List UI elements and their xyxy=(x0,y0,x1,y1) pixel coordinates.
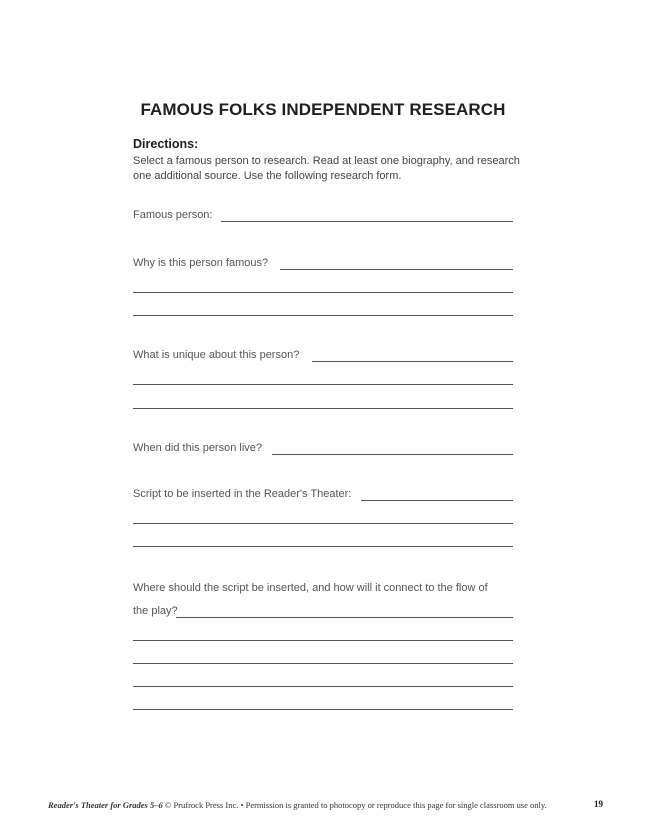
script-label: Script to be inserted in the Reader's Theater: xyxy=(133,488,352,500)
famous-person-label: Famous person: xyxy=(133,209,213,221)
where-inserted-label-line-1: Where should the script be inserted, and how will it connect to the flow of xyxy=(133,582,488,594)
why-famous-answer-line-2[interactable] xyxy=(133,292,513,293)
unique-answer-line[interactable] xyxy=(312,361,513,362)
footer-book-title: Reader's Theater for Grades 5–6 xyxy=(48,800,163,810)
unique-label: What is unique about this person? xyxy=(133,349,300,361)
page-title: FAMOUS FOLKS INDEPENDENT RESEARCH xyxy=(140,100,506,119)
why-famous-answer-line-3[interactable] xyxy=(133,315,513,316)
when-live-answer-line[interactable] xyxy=(272,454,513,455)
why-famous-answer-line[interactable] xyxy=(280,269,513,270)
script-answer-line[interactable] xyxy=(361,500,513,501)
footer-permission-text: © Prufrock Press Inc. • Permission is granted to photocopy or reproduce this page for single classroom use only. xyxy=(162,800,547,810)
where-inserted-label-line-2: the play? xyxy=(133,605,178,617)
directions-text: Select a famous person to research. Read at least one biography, and research one additional source. Use the following research form. xyxy=(133,155,520,182)
page-number: 19 xyxy=(594,799,603,809)
famous-person-answer-line[interactable] xyxy=(221,221,513,222)
where-inserted-answer-line-2[interactable] xyxy=(133,640,513,641)
footer-notice xyxy=(48,800,568,810)
script-answer-line-2[interactable] xyxy=(133,523,513,524)
where-inserted-answer-line-5[interactable] xyxy=(133,709,513,710)
directions-heading: Directions: xyxy=(133,137,199,151)
where-inserted-answer-line[interactable] xyxy=(176,617,513,618)
why-famous-label: Why is this person famous? xyxy=(133,257,269,269)
where-inserted-answer-line-3[interactable] xyxy=(133,663,513,664)
unique-answer-line-3[interactable] xyxy=(133,408,513,409)
where-inserted-answer-line-4[interactable] xyxy=(133,686,513,687)
when-live-label: When did this person live? xyxy=(133,442,263,454)
script-answer-line-3[interactable] xyxy=(133,546,513,547)
unique-answer-line-2[interactable] xyxy=(133,384,513,385)
